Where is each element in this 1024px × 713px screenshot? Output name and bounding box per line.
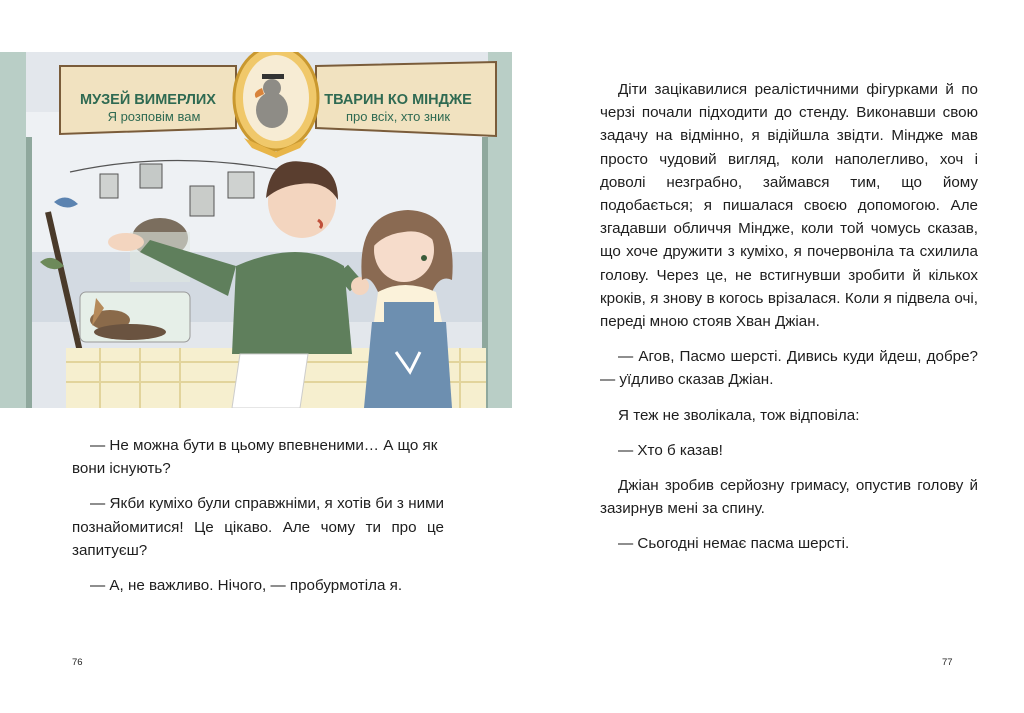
illustration [0, 52, 512, 408]
paragraph: Я теж не зволікала, тож відповіла: [618, 406, 860, 424]
paragraph: Діти зацікавилися реалістичними фігурками й по черзі почали підходити до стенду. Виконавши свою задачу на відмінно, я відійшла звідти. Міндже мав просто чудовий вигляд, коли наполегливо, хоч і доволі незграбно, займався тим, що йому подобається; я пишалася своєю допомогою. Але згадавши обличчя Міндже, коли той чомусь сказав, що хоче дружити з куміхо, я почервоніла та схилила голову. Через це, не встигнувши зробити й кількох кроків, я знову в когось врізалася. Коли я підвела очі, переді мною стояв Хван Джіан. [600, 81, 978, 331]
paragraph: Джіан зробив серйозну гримасу, опустив голову й зазирнув мені за спину. [600, 477, 978, 518]
paragraph: — Якби куміхо були справжніми, я хотів би з ними познайомитися! Це цікаво. Але чому ти про це запитуєш? [72, 495, 444, 559]
banner-right-title: ТВАРИН КО МІНДЖЕ [324, 92, 472, 108]
museum-scene-illustration [0, 52, 512, 408]
page-number-right: 77 [942, 657, 953, 668]
page-number-left: 76 [72, 657, 83, 668]
paragraph: — А, не важливо. Нічого, — пробурмотіла я. [90, 577, 403, 595]
paragraph: — Не можна бути в цьому впевненими… А що як вони існують? [72, 437, 438, 478]
banner-left-title: МУЗЕЙ ВИМЕРЛИХ [80, 92, 216, 108]
right-page-text [600, 78, 978, 568]
banner-right-subtitle: про всіх, хто зник [345, 109, 451, 124]
paragraph: — Агов, Пасмо шерсті. Дивись куди йдеш, добре? — уїдливо сказав Джіан. [600, 348, 978, 389]
banner-left-subtitle: Я розповім вам [107, 109, 201, 124]
paragraph: — Сьогодні немає пасма шерсті. [618, 535, 850, 553]
left-pillar [0, 52, 26, 408]
right-page [512, 0, 1024, 713]
left-page-text [72, 434, 444, 609]
paragraph: — Хто б казав! [618, 441, 723, 459]
